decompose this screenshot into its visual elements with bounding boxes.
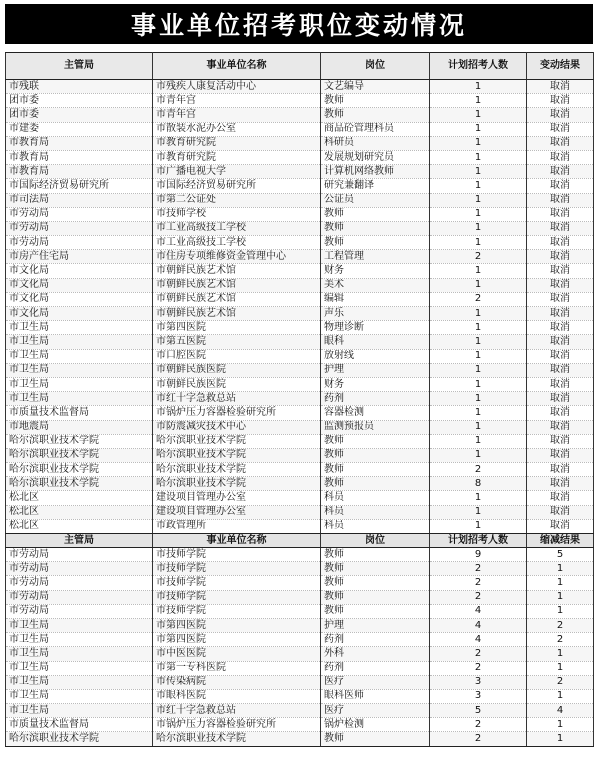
cell-result: 1 <box>527 647 594 661</box>
table-row <box>6 448 594 462</box>
cell-planned: 2 <box>430 576 527 590</box>
table-row <box>6 562 594 576</box>
cell-result: 2 <box>527 618 594 632</box>
cell-department: 市卫生局 <box>6 675 153 689</box>
cell-result: 取消 <box>527 108 594 122</box>
cell-planned: 1 <box>430 193 527 207</box>
header-cell-planned: 计划招考人数 <box>430 53 527 80</box>
cell-position: 外科 <box>321 647 430 661</box>
cell-unit: 市红十字急救总站 <box>153 392 321 406</box>
cell-unit: 市第二公证处 <box>153 193 321 207</box>
cell-position: 文艺编导 <box>321 80 430 94</box>
cell-position: 医疗 <box>321 675 430 689</box>
cell-unit: 市锅炉压力容器检验研究所 <box>153 406 321 420</box>
cell-result: 取消 <box>527 193 594 207</box>
cell-department: 市房产住宅局 <box>6 250 153 264</box>
cell-position: 教师 <box>321 434 430 448</box>
cell-unit: 市传染病院 <box>153 675 321 689</box>
cell-planned: 2 <box>430 647 527 661</box>
table-row <box>6 136 594 150</box>
cell-department: 市司法局 <box>6 193 153 207</box>
cell-result: 取消 <box>527 420 594 434</box>
table-row <box>6 335 594 349</box>
cell-result: 4 <box>527 704 594 718</box>
cell-position: 锅炉检测 <box>321 718 430 732</box>
cell-result: 取消 <box>527 448 594 462</box>
cell-department: 市教育局 <box>6 150 153 164</box>
cell-unit: 市广播电视大学 <box>153 165 321 179</box>
cell-position: 科员 <box>321 505 430 519</box>
cell-result: 取消 <box>527 491 594 505</box>
cell-unit: 市教育研究院 <box>153 136 321 150</box>
cell-result: 取消 <box>527 307 594 321</box>
cell-position: 护理 <box>321 363 430 377</box>
cell-result: 取消 <box>527 392 594 406</box>
header-cell-reduced: 缩减结果 <box>527 534 594 548</box>
cell-unit: 市第四医院 <box>153 321 321 335</box>
table-row <box>6 548 594 562</box>
cell-department: 市文化局 <box>6 307 153 321</box>
cell-planned: 4 <box>430 604 527 618</box>
cell-position: 工程管理 <box>321 250 430 264</box>
table-row <box>6 519 594 533</box>
table-row <box>6 80 594 94</box>
cell-department: 市卫生局 <box>6 321 153 335</box>
table-row <box>6 689 594 703</box>
cell-result: 5 <box>527 548 594 562</box>
cell-unit: 市第四医院 <box>153 618 321 632</box>
cell-result: 取消 <box>527 250 594 264</box>
cell-planned: 1 <box>430 179 527 193</box>
cell-result: 取消 <box>527 165 594 179</box>
cell-result: 取消 <box>527 292 594 306</box>
cell-position: 发展规划研究员 <box>321 150 430 164</box>
table-row <box>6 633 594 647</box>
cell-unit: 市技师学院 <box>153 576 321 590</box>
cell-department: 市教育局 <box>6 136 153 150</box>
table-row <box>6 292 594 306</box>
header-cell-position: 岗位 <box>321 53 430 80</box>
cell-planned: 1 <box>430 150 527 164</box>
cell-position: 医疗 <box>321 704 430 718</box>
header-cell-department: 主管局 <box>6 53 153 80</box>
table-row <box>6 704 594 718</box>
cell-result: 取消 <box>527 278 594 292</box>
table-row <box>6 94 594 108</box>
cell-result: 1 <box>527 732 594 746</box>
cell-result: 取消 <box>527 406 594 420</box>
table-row <box>6 179 594 193</box>
cell-unit: 市技师学院 <box>153 548 321 562</box>
cell-unit: 哈尔滨职业技术学院 <box>153 434 321 448</box>
cell-unit: 市残疾人康复活动中心 <box>153 80 321 94</box>
cell-planned: 1 <box>430 165 527 179</box>
cell-result: 取消 <box>527 207 594 221</box>
cell-position: 科员 <box>321 519 430 533</box>
cell-department: 市建委 <box>6 122 153 136</box>
cell-position: 财务 <box>321 377 430 391</box>
cell-result: 取消 <box>527 335 594 349</box>
cell-department: 市劳动局 <box>6 576 153 590</box>
cell-department: 松北区 <box>6 491 153 505</box>
cell-result: 取消 <box>527 519 594 533</box>
table-row <box>6 675 594 689</box>
table-row <box>6 363 594 377</box>
cell-result: 取消 <box>527 221 594 235</box>
cell-department: 市卫生局 <box>6 377 153 391</box>
cell-department: 市劳动局 <box>6 562 153 576</box>
cell-planned: 1 <box>430 236 527 250</box>
cell-planned: 1 <box>430 94 527 108</box>
cell-planned: 1 <box>430 420 527 434</box>
cell-position: 教师 <box>321 548 430 562</box>
cell-unit: 市政管理所 <box>153 519 321 533</box>
cell-position: 教师 <box>321 576 430 590</box>
cell-unit: 哈尔滨职业技术学院 <box>153 463 321 477</box>
cell-unit: 市第一专科医院 <box>153 661 321 675</box>
cell-department: 市劳动局 <box>6 604 153 618</box>
header-cell-unit: 事业单位名称 <box>153 53 321 80</box>
header-cell-position: 岗位 <box>321 534 430 548</box>
cell-unit: 市朝鲜民族艺术馆 <box>153 307 321 321</box>
cell-department: 市卫生局 <box>6 689 153 703</box>
cell-position: 教师 <box>321 108 430 122</box>
cell-result: 取消 <box>527 434 594 448</box>
cell-department: 市卫生局 <box>6 335 153 349</box>
cell-position: 美术 <box>321 278 430 292</box>
cell-planned: 1 <box>430 136 527 150</box>
cell-planned: 8 <box>430 477 527 491</box>
cell-department: 哈尔滨职业技术学院 <box>6 434 153 448</box>
table-row <box>6 108 594 122</box>
cell-planned: 1 <box>430 505 527 519</box>
cell-planned: 2 <box>430 718 527 732</box>
cell-position: 物理诊断 <box>321 321 430 335</box>
cell-unit: 市第五医院 <box>153 335 321 349</box>
cell-planned: 1 <box>430 434 527 448</box>
cell-department: 市卫生局 <box>6 392 153 406</box>
cell-result: 取消 <box>527 136 594 150</box>
table-row <box>6 434 594 448</box>
cell-planned: 1 <box>430 80 527 94</box>
table-row <box>6 307 594 321</box>
cell-planned: 2 <box>430 250 527 264</box>
cell-department: 市文化局 <box>6 292 153 306</box>
cell-department: 松北区 <box>6 519 153 533</box>
cell-planned: 2 <box>430 562 527 576</box>
cell-department: 哈尔滨职业技术学院 <box>6 463 153 477</box>
cell-position: 教师 <box>321 477 430 491</box>
cell-unit: 市工业高级技工学校 <box>153 236 321 250</box>
cell-unit: 市青年宫 <box>153 94 321 108</box>
table-row <box>6 250 594 264</box>
table-row <box>6 321 594 335</box>
cell-planned: 1 <box>430 363 527 377</box>
cell-position: 监测预报员 <box>321 420 430 434</box>
table-row <box>6 377 594 391</box>
cell-planned: 1 <box>430 491 527 505</box>
cell-result: 1 <box>527 689 594 703</box>
cell-result: 1 <box>527 576 594 590</box>
cell-unit: 市技师学校 <box>153 207 321 221</box>
cell-planned: 1 <box>430 122 527 136</box>
cell-position: 公证员 <box>321 193 430 207</box>
cell-planned: 3 <box>430 689 527 703</box>
cell-planned: 3 <box>430 675 527 689</box>
cell-position: 放射线 <box>321 349 430 363</box>
cell-planned: 2 <box>430 732 527 746</box>
header-cell-planned: 计划招考人数 <box>430 534 527 548</box>
cell-position: 护理 <box>321 618 430 632</box>
cell-position: 教师 <box>321 236 430 250</box>
cell-position: 研究兼翻译 <box>321 179 430 193</box>
cell-planned: 1 <box>430 377 527 391</box>
cell-department: 哈尔滨职业技术学院 <box>6 477 153 491</box>
cell-planned: 5 <box>430 704 527 718</box>
cell-unit: 市国际经济贸易研究所 <box>153 179 321 193</box>
cell-unit: 市技师学院 <box>153 562 321 576</box>
cell-department: 松北区 <box>6 505 153 519</box>
table-row <box>6 661 594 675</box>
cell-department: 市教育局 <box>6 165 153 179</box>
cell-result: 1 <box>527 604 594 618</box>
cell-unit: 市住房专项维修资金管理中心 <box>153 250 321 264</box>
cell-planned: 1 <box>430 448 527 462</box>
cell-position: 商品砼管理科员 <box>321 122 430 136</box>
cell-unit: 市青年宫 <box>153 108 321 122</box>
cell-unit: 市技师学院 <box>153 590 321 604</box>
cell-planned: 1 <box>430 406 527 420</box>
table-row <box>6 165 594 179</box>
table-row <box>6 193 594 207</box>
cell-position: 声乐 <box>321 307 430 321</box>
cell-result: 2 <box>527 675 594 689</box>
cell-department: 市卫生局 <box>6 647 153 661</box>
cell-department: 团市委 <box>6 94 153 108</box>
cell-planned: 9 <box>430 548 527 562</box>
cell-planned: 1 <box>430 108 527 122</box>
cell-position: 教师 <box>321 221 430 235</box>
table-row <box>6 420 594 434</box>
table-row <box>6 122 594 136</box>
cell-position: 眼科 <box>321 335 430 349</box>
cell-department: 哈尔滨职业技术学院 <box>6 448 153 462</box>
cell-planned: 1 <box>430 264 527 278</box>
cell-unit: 市中医医院 <box>153 647 321 661</box>
cell-department: 市卫生局 <box>6 363 153 377</box>
cell-department: 市地震局 <box>6 420 153 434</box>
header-cell-unit: 事业单位名称 <box>153 534 321 548</box>
cell-unit: 市技师学院 <box>153 604 321 618</box>
cell-department: 市劳动局 <box>6 236 153 250</box>
cell-planned: 1 <box>430 321 527 335</box>
cell-planned: 2 <box>430 661 527 675</box>
cell-unit: 市朝鲜民族艺术馆 <box>153 292 321 306</box>
header-cell-result: 变动结果 <box>527 53 594 80</box>
cell-department: 市卫生局 <box>6 661 153 675</box>
cell-department: 市卫生局 <box>6 349 153 363</box>
table-body <box>6 53 594 747</box>
cell-planned: 1 <box>430 221 527 235</box>
cell-unit: 市第四医院 <box>153 633 321 647</box>
cell-position: 教师 <box>321 604 430 618</box>
cell-position: 财务 <box>321 264 430 278</box>
cell-department: 市文化局 <box>6 278 153 292</box>
cell-position: 教师 <box>321 562 430 576</box>
cell-position: 药剂 <box>321 392 430 406</box>
cell-unit: 市口腔医院 <box>153 349 321 363</box>
cell-planned: 2 <box>430 590 527 604</box>
table-row <box>6 236 594 250</box>
page-title: 事业单位招考职位变动情况 <box>5 4 593 44</box>
cell-planned: 1 <box>430 278 527 292</box>
cell-planned: 2 <box>430 463 527 477</box>
cell-position: 教师 <box>321 590 430 604</box>
cell-unit: 哈尔滨职业技术学院 <box>153 732 321 746</box>
table-row <box>6 392 594 406</box>
cell-department: 市质量技术监督局 <box>6 406 153 420</box>
cell-unit: 市红十字急救总站 <box>153 704 321 718</box>
cell-unit: 市眼科医院 <box>153 689 321 703</box>
position-changes-table <box>5 52 594 747</box>
cell-result: 2 <box>527 633 594 647</box>
cell-result: 取消 <box>527 94 594 108</box>
cell-position: 计算机网络教师 <box>321 165 430 179</box>
cell-department: 市劳动局 <box>6 548 153 562</box>
cell-unit: 市朝鲜民族医院 <box>153 363 321 377</box>
cell-result: 取消 <box>527 377 594 391</box>
table-row <box>6 732 594 746</box>
cell-result: 1 <box>527 562 594 576</box>
table-row <box>6 406 594 420</box>
cell-result: 取消 <box>527 349 594 363</box>
cell-unit: 市工业高级技工学校 <box>153 221 321 235</box>
cell-unit: 市朝鲜民族艺术馆 <box>153 264 321 278</box>
cell-position: 眼科医师 <box>321 689 430 703</box>
header-row-reduced <box>6 534 594 548</box>
table-row <box>6 618 594 632</box>
cell-department: 市文化局 <box>6 264 153 278</box>
cell-unit: 市锅炉压力容器检验研究所 <box>153 718 321 732</box>
cell-planned: 4 <box>430 618 527 632</box>
cell-unit: 建设项目管理办公室 <box>153 491 321 505</box>
cell-position: 容器检测 <box>321 406 430 420</box>
cell-position: 药剂 <box>321 661 430 675</box>
cell-result: 取消 <box>527 80 594 94</box>
cell-position: 教师 <box>321 207 430 221</box>
cell-planned: 1 <box>430 307 527 321</box>
cell-unit: 市教育研究院 <box>153 150 321 164</box>
cell-result: 1 <box>527 661 594 675</box>
cell-planned: 1 <box>430 392 527 406</box>
table-row <box>6 207 594 221</box>
cell-department: 团市委 <box>6 108 153 122</box>
cell-position: 药剂 <box>321 633 430 647</box>
cell-planned: 1 <box>430 335 527 349</box>
cell-result: 取消 <box>527 477 594 491</box>
cell-result: 取消 <box>527 363 594 377</box>
table-row <box>6 278 594 292</box>
cell-position: 教师 <box>321 94 430 108</box>
cell-department: 市质量技术监督局 <box>6 718 153 732</box>
cell-department: 市卫生局 <box>6 618 153 632</box>
cell-planned: 1 <box>430 519 527 533</box>
table-row <box>6 349 594 363</box>
table-row <box>6 463 594 477</box>
cell-result: 取消 <box>527 236 594 250</box>
cell-planned: 1 <box>430 349 527 363</box>
table-row <box>6 604 594 618</box>
cell-unit: 市散装水泥办公室 <box>153 122 321 136</box>
cell-department: 市卫生局 <box>6 704 153 718</box>
cell-position: 编辑 <box>321 292 430 306</box>
table-row <box>6 491 594 505</box>
table-row <box>6 718 594 732</box>
cell-result: 取消 <box>527 264 594 278</box>
cell-result: 取消 <box>527 122 594 136</box>
table-row <box>6 264 594 278</box>
cell-department: 哈尔滨职业技术学院 <box>6 732 153 746</box>
table-row <box>6 590 594 604</box>
cell-result: 取消 <box>527 321 594 335</box>
cell-department: 市卫生局 <box>6 633 153 647</box>
cell-position: 教师 <box>321 448 430 462</box>
table-row <box>6 505 594 519</box>
table-row <box>6 221 594 235</box>
cell-position: 教师 <box>321 463 430 477</box>
cell-department: 市国际经济贸易研究所 <box>6 179 153 193</box>
cell-planned: 4 <box>430 633 527 647</box>
cell-department: 市劳动局 <box>6 590 153 604</box>
cell-department: 市劳动局 <box>6 221 153 235</box>
cell-position: 科员 <box>321 491 430 505</box>
cell-result: 1 <box>527 718 594 732</box>
cell-unit: 市防震减灾技术中心 <box>153 420 321 434</box>
table-row <box>6 477 594 491</box>
cell-result: 取消 <box>527 463 594 477</box>
cell-unit: 建设项目管理办公室 <box>153 505 321 519</box>
cell-result: 取消 <box>527 505 594 519</box>
cell-department: 市残联 <box>6 80 153 94</box>
table-row <box>6 576 594 590</box>
header-cell-department: 主管局 <box>6 534 153 548</box>
header-row-cancelled <box>6 53 594 80</box>
cell-result: 取消 <box>527 150 594 164</box>
cell-unit: 哈尔滨职业技术学院 <box>153 448 321 462</box>
cell-department: 市劳动局 <box>6 207 153 221</box>
cell-unit: 哈尔滨职业技术学院 <box>153 477 321 491</box>
cell-unit: 市朝鲜民族医院 <box>153 377 321 391</box>
cell-planned: 1 <box>430 207 527 221</box>
cell-position: 教师 <box>321 732 430 746</box>
cell-result: 取消 <box>527 179 594 193</box>
cell-result: 1 <box>527 590 594 604</box>
cell-planned: 2 <box>430 292 527 306</box>
table-row <box>6 150 594 164</box>
table-row <box>6 647 594 661</box>
cell-position: 科研员 <box>321 136 430 150</box>
cell-unit: 市朝鲜民族艺术馆 <box>153 278 321 292</box>
